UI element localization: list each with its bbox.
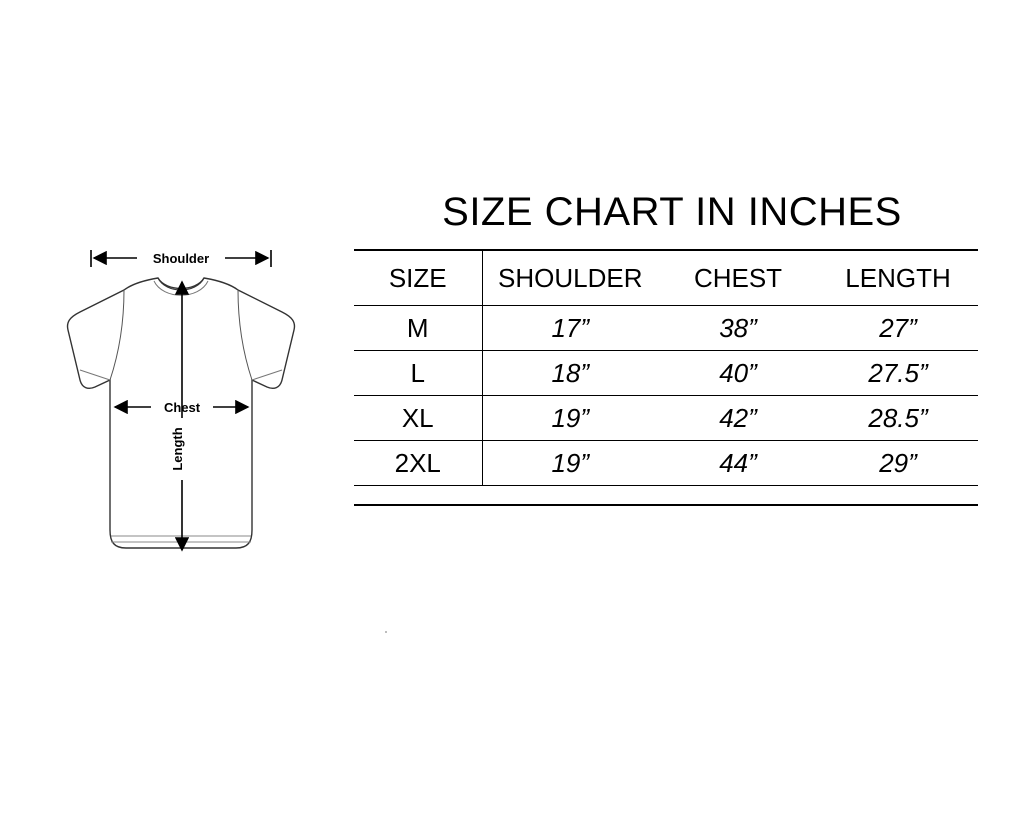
column-header-size: SIZE	[354, 250, 482, 306]
size-chart-table	[354, 249, 978, 486]
length-dimension-label: Length	[170, 427, 185, 471]
chest-dimension-label: Chest	[163, 400, 201, 415]
table-bottom-rule	[354, 504, 978, 506]
cell-chest: 38”	[658, 306, 818, 351]
table-row	[354, 351, 978, 396]
cell-chest: 44”	[658, 441, 818, 486]
cell-chest: 40”	[658, 351, 818, 396]
cell-shoulder: 19”	[482, 441, 658, 486]
column-header-chest: CHEST	[658, 250, 818, 306]
cell-shoulder: 17”	[482, 306, 658, 351]
cell-length: 27”	[818, 306, 978, 351]
table-row	[354, 396, 978, 441]
shoulder-dimension-label: Shoulder	[152, 251, 210, 266]
cell-length: 28.5”	[818, 396, 978, 441]
cell-length: 29”	[818, 441, 978, 486]
tshirt-measurement-diagram	[20, 230, 350, 590]
cell-length: 27.5”	[818, 351, 978, 396]
cell-shoulder: 18”	[482, 351, 658, 396]
image-speck	[385, 631, 387, 633]
table-row	[354, 306, 978, 351]
column-header-length: LENGTH	[818, 250, 978, 306]
cell-shoulder: 19”	[482, 396, 658, 441]
chart-title: SIZE CHART IN INCHES	[442, 190, 902, 234]
column-header-shoulder: SHOULDER	[482, 250, 658, 306]
cell-size: L	[354, 351, 482, 396]
cell-size: M	[354, 306, 482, 351]
size-chart	[352, 190, 992, 506]
cell-chest: 42”	[658, 396, 818, 441]
table-header-row	[354, 250, 978, 306]
table-row	[354, 441, 978, 486]
cell-size: XL	[354, 396, 482, 441]
cell-size: 2XL	[354, 441, 482, 486]
